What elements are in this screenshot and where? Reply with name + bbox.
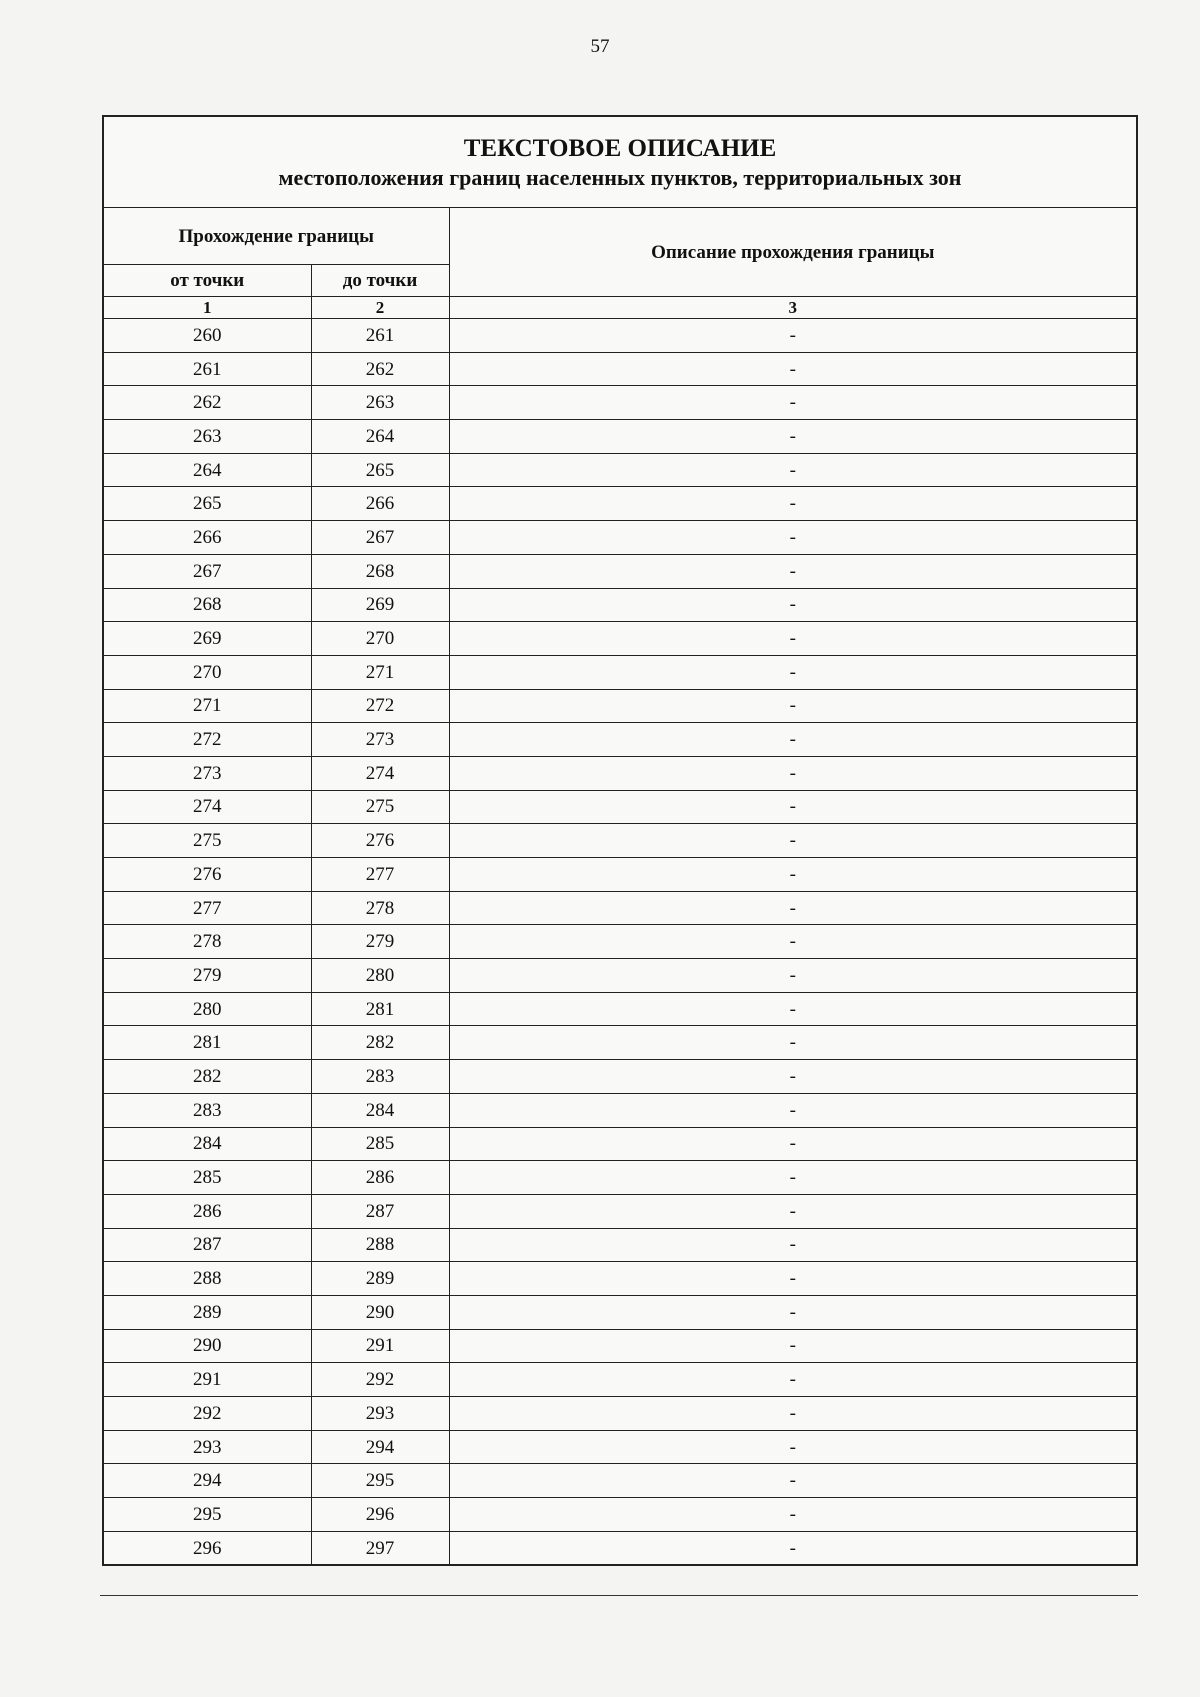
header-row-top [103,208,1137,265]
to-point-cell: 295 [311,1464,449,1498]
from-point-cell: 276 [103,858,311,892]
header-description: Описание прохождения границы [449,208,1137,297]
to-point-cell: 288 [311,1228,449,1262]
from-point-cell: 273 [103,756,311,790]
table-row [103,1161,1137,1195]
table-title [103,116,1137,208]
table-row [103,1329,1137,1363]
description-cell: - [449,723,1137,757]
description-cell: - [449,1060,1137,1094]
table-row [103,319,1137,353]
from-point-cell: 293 [103,1430,311,1464]
description-cell: - [449,824,1137,858]
table-row [103,790,1137,824]
from-point-cell: 265 [103,487,311,521]
description-cell: - [449,1430,1137,1464]
description-cell: - [449,1161,1137,1195]
to-point-cell: 276 [311,824,449,858]
title-sub: местоположения границ населенных пунктов, территориальных зон [278,164,962,190]
description-cell: - [449,554,1137,588]
to-point-cell: 287 [311,1194,449,1228]
table-row [103,1498,1137,1532]
to-point-cell: 285 [311,1127,449,1161]
to-point-cell: 280 [311,959,449,993]
title-main: ТЕКСТОВОЕ ОПИСАНИЕ [463,134,777,162]
to-point-cell: 293 [311,1397,449,1431]
from-point-cell: 281 [103,1026,311,1060]
to-point-cell: 269 [311,588,449,622]
from-point-cell: 282 [103,1060,311,1094]
description-cell: - [449,521,1137,555]
to-point-cell: 261 [311,319,449,353]
from-point-cell: 262 [103,386,311,420]
to-point-cell: 271 [311,655,449,689]
from-point-cell: 269 [103,622,311,656]
column-number-row [103,297,1137,319]
from-point-cell: 270 [103,655,311,689]
table-row [103,1363,1137,1397]
from-point-cell: 271 [103,689,311,723]
to-point-cell: 272 [311,689,449,723]
from-point-cell: 277 [103,891,311,925]
description-cell: - [449,1498,1137,1532]
from-point-cell: 289 [103,1295,311,1329]
from-point-cell: 294 [103,1464,311,1498]
description-cell: - [449,790,1137,824]
from-point-cell: 274 [103,790,311,824]
table-row [103,1093,1137,1127]
from-point-cell: 284 [103,1127,311,1161]
from-point-cell: 279 [103,959,311,993]
from-point-cell: 268 [103,588,311,622]
description-cell: - [449,992,1137,1026]
bottom-rule [100,1595,1138,1596]
from-point-cell: 267 [103,554,311,588]
to-point-cell: 291 [311,1329,449,1363]
from-point-cell: 290 [103,1329,311,1363]
description-cell: - [449,352,1137,386]
from-point-cell: 283 [103,1093,311,1127]
to-point-cell: 265 [311,453,449,487]
table-row [103,521,1137,555]
table-body [103,116,1137,1565]
table-row [103,1464,1137,1498]
to-point-cell: 290 [311,1295,449,1329]
table-row [103,554,1137,588]
to-point-cell: 267 [311,521,449,555]
title-row [103,116,1137,208]
from-point-cell: 292 [103,1397,311,1431]
table-row [103,622,1137,656]
description-cell: - [449,1093,1137,1127]
from-point-cell: 264 [103,453,311,487]
description-cell: - [449,756,1137,790]
table-row [103,1262,1137,1296]
description-cell: - [449,386,1137,420]
to-point-cell: 273 [311,723,449,757]
from-point-cell: 266 [103,521,311,555]
description-cell: - [449,622,1137,656]
table-row [103,925,1137,959]
from-point-cell: 280 [103,992,311,1026]
description-cell: - [449,891,1137,925]
header-from-point: от точки [103,265,311,297]
to-point-cell: 263 [311,386,449,420]
to-point-cell: 294 [311,1430,449,1464]
to-point-cell: 275 [311,790,449,824]
description-cell: - [449,655,1137,689]
table-row [103,824,1137,858]
boundary-description-table [102,115,1138,1566]
to-point-cell: 268 [311,554,449,588]
description-cell: - [449,487,1137,521]
table-row [103,723,1137,757]
description-cell: - [449,1397,1137,1431]
description-cell: - [449,453,1137,487]
to-point-cell: 283 [311,1060,449,1094]
to-point-cell: 262 [311,352,449,386]
table-row [103,386,1137,420]
table-row [103,1228,1137,1262]
to-point-cell: 278 [311,891,449,925]
from-point-cell: 286 [103,1194,311,1228]
to-point-cell: 266 [311,487,449,521]
table-row [103,1127,1137,1161]
to-point-cell: 279 [311,925,449,959]
from-point-cell: 287 [103,1228,311,1262]
from-point-cell: 295 [103,1498,311,1532]
table-row [103,453,1137,487]
table-row [103,420,1137,454]
table-row [103,487,1137,521]
description-cell: - [449,925,1137,959]
to-point-cell: 284 [311,1093,449,1127]
description-cell: - [449,1329,1137,1363]
from-point-cell: 272 [103,723,311,757]
description-cell: - [449,588,1137,622]
header-to-point: до точки [311,265,449,297]
description-cell: - [449,1531,1137,1565]
table-row [103,1430,1137,1464]
column-number-3: 3 [449,297,1137,319]
from-point-cell: 278 [103,925,311,959]
to-point-cell: 264 [311,420,449,454]
table-row [103,1194,1137,1228]
from-point-cell: 275 [103,824,311,858]
from-point-cell: 288 [103,1262,311,1296]
description-cell: - [449,1295,1137,1329]
column-number-2: 2 [311,297,449,319]
description-cell: - [449,1262,1137,1296]
to-point-cell: 292 [311,1363,449,1397]
table-row [103,655,1137,689]
page-number: 57 [590,36,610,57]
from-point-cell: 260 [103,319,311,353]
to-point-cell: 270 [311,622,449,656]
description-cell: - [449,858,1137,892]
from-point-cell: 291 [103,1363,311,1397]
table-row [103,1026,1137,1060]
description-cell: - [449,1228,1137,1262]
description-cell: - [449,689,1137,723]
to-point-cell: 281 [311,992,449,1026]
from-point-cell: 285 [103,1161,311,1195]
table-row [103,1295,1137,1329]
to-point-cell: 296 [311,1498,449,1532]
table-row [103,992,1137,1026]
description-cell: - [449,420,1137,454]
description-cell: - [449,1026,1137,1060]
to-point-cell: 277 [311,858,449,892]
table-row [103,1060,1137,1094]
to-point-cell: 282 [311,1026,449,1060]
description-cell: - [449,1363,1137,1397]
from-point-cell: 296 [103,1531,311,1565]
from-point-cell: 261 [103,352,311,386]
from-point-cell: 263 [103,420,311,454]
header-passage: Прохождение границы [103,208,449,265]
description-cell: - [449,959,1137,993]
table-row [103,959,1137,993]
description-cell: - [449,319,1137,353]
table-row [103,352,1137,386]
to-point-cell: 297 [311,1531,449,1565]
table-row [103,756,1137,790]
table-row [103,1397,1137,1431]
table-row [103,588,1137,622]
table-row [103,891,1137,925]
table-row [103,1531,1137,1565]
to-point-cell: 286 [311,1161,449,1195]
to-point-cell: 289 [311,1262,449,1296]
table-row [103,858,1137,892]
to-point-cell: 274 [311,756,449,790]
column-number-1: 1 [103,297,311,319]
description-cell: - [449,1194,1137,1228]
table-row [103,689,1137,723]
description-cell: - [449,1464,1137,1498]
description-cell: - [449,1127,1137,1161]
